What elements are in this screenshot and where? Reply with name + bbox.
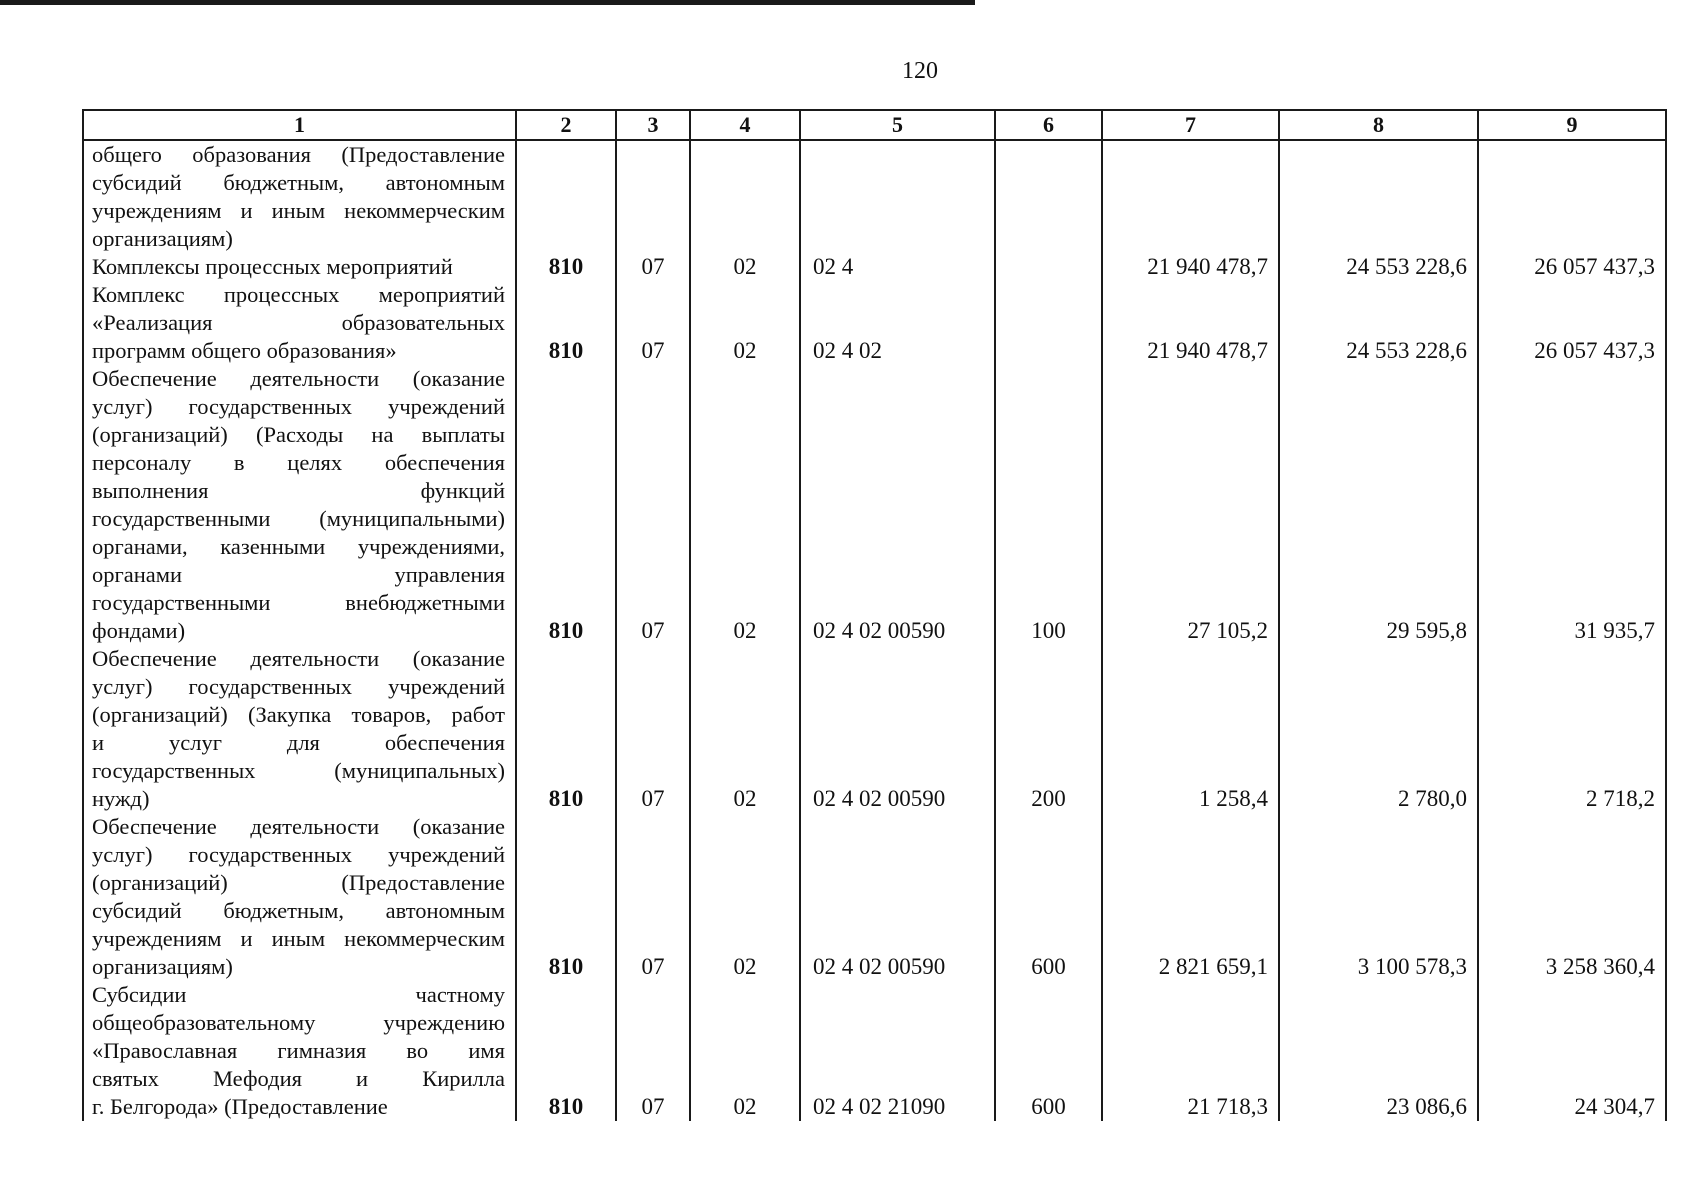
row-name-line: государственных (муниципальных) <box>92 758 505 783</box>
amount-year-1: 21 940 478,7 <box>1102 253 1279 281</box>
row-name-line: «Православная гимназия во имя <box>92 1038 505 1063</box>
section-code <box>616 140 690 253</box>
grbs-code: 810 <box>516 281 616 365</box>
row-name-line: услуг) государственных учреждений <box>92 842 505 867</box>
grbs-code: 810 <box>516 981 616 1121</box>
grbs-code: 810 <box>516 253 616 281</box>
section-code: 07 <box>616 253 690 281</box>
column-header-2: 2 <box>516 110 616 140</box>
row-name-line: организациям) <box>92 226 233 251</box>
amount-year-1: 1 258,4 <box>1102 645 1279 813</box>
row-name-line: организациям) <box>92 954 233 979</box>
subsection-code: 02 <box>690 981 800 1121</box>
amount-year-3: 26 057 437,3 <box>1478 281 1666 365</box>
row-name-line: и услуг для обеспечения <box>92 730 505 755</box>
row-name-line: фондами) <box>92 618 186 643</box>
expense-type-code <box>995 281 1102 365</box>
target-article-code: 02 4 02 21090 <box>800 981 995 1121</box>
amount-year-2: 24 553 228,6 <box>1279 253 1478 281</box>
amount-year-2: 2 780,0 <box>1279 645 1478 813</box>
row-name-line: субсидий бюджетным, автономным <box>92 170 505 195</box>
row-name-line: услуг) государственных учреждений <box>92 674 505 699</box>
row-name-line: нужд) <box>92 786 150 811</box>
row-name-line: общеобразовательному учреждению <box>92 1010 505 1035</box>
row-name-line: общего образования (Предоставление <box>92 142 505 167</box>
row-name-line: Комплексы процессных мероприятий <box>92 254 453 279</box>
amount-year-2 <box>1279 140 1478 253</box>
amount-year-1 <box>1102 140 1279 253</box>
column-header-6: 6 <box>995 110 1102 140</box>
row-name-line: Обеспечение деятельности (оказание <box>92 814 505 839</box>
column-header-8: 8 <box>1279 110 1478 140</box>
amount-year-1: 27 105,2 <box>1102 365 1279 645</box>
expense-type-code: 200 <box>995 645 1102 813</box>
row-name-line: органами управления <box>92 562 505 587</box>
row-name-line: выполнения функций <box>92 478 505 503</box>
amount-year-2: 29 595,8 <box>1279 365 1478 645</box>
target-article-code: 02 4 <box>800 253 995 281</box>
row-name-line: «Реализация образовательных <box>92 310 505 335</box>
row-name <box>83 281 516 365</box>
amount-year-3: 2 718,2 <box>1478 645 1666 813</box>
section-code: 07 <box>616 281 690 365</box>
target-article-code: 02 4 02 00590 <box>800 645 995 813</box>
row-name-line: г. Белгорода» (Предоставление <box>92 1094 388 1119</box>
amount-year-3: 31 935,7 <box>1478 365 1666 645</box>
subsection-code: 02 <box>690 365 800 645</box>
row-name <box>83 981 516 1121</box>
row-name-line: Комплекс процессных мероприятий <box>92 282 505 307</box>
section-code: 07 <box>616 645 690 813</box>
target-article-code: 02 4 02 <box>800 281 995 365</box>
grbs-code <box>516 140 616 253</box>
expense-type-code <box>995 140 1102 253</box>
amount-year-2: 23 086,6 <box>1279 981 1478 1121</box>
subsection-code: 02 <box>690 281 800 365</box>
row-name-line: учреждениям и иным некоммерческим <box>92 198 505 223</box>
amount-year-1: 2 821 659,1 <box>1102 813 1279 981</box>
row-name-line: Обеспечение деятельности (оказание <box>92 366 505 391</box>
amount-year-3: 26 057 437,3 <box>1478 253 1666 281</box>
column-header-4: 4 <box>690 110 800 140</box>
column-header-3: 3 <box>616 110 690 140</box>
amount-year-3 <box>1478 140 1666 253</box>
table-body <box>83 140 1666 1121</box>
expense-type-code <box>995 253 1102 281</box>
row-name-line: государственными внебюджетными <box>92 590 505 615</box>
row-name-line: услуг) государственных учреждений <box>92 394 505 419</box>
subsection-code <box>690 140 800 253</box>
row-name-line: учреждениям и иным некоммерческим <box>92 926 505 951</box>
grbs-code: 810 <box>516 813 616 981</box>
amount-year-2: 24 553 228,6 <box>1279 281 1478 365</box>
target-article-code <box>800 140 995 253</box>
row-name <box>83 645 516 813</box>
table-row <box>83 140 1666 253</box>
amount-year-3: 3 258 360,4 <box>1478 813 1666 981</box>
subsection-code: 02 <box>690 813 800 981</box>
table-row <box>83 645 1666 813</box>
subsection-code: 02 <box>690 645 800 813</box>
row-name <box>83 140 516 253</box>
row-name-line: государственными (муниципальными) <box>92 506 505 531</box>
row-name-line: (организаций) (Расходы на выплаты <box>92 422 505 447</box>
section-code: 07 <box>616 981 690 1121</box>
amount-year-1: 21 940 478,7 <box>1102 281 1279 365</box>
budget-table <box>82 109 1667 1121</box>
subsection-code: 02 <box>690 253 800 281</box>
row-name <box>83 813 516 981</box>
row-name-line: (организаций) (Предоставление <box>92 870 505 895</box>
page-number: 120 <box>902 58 938 84</box>
row-name-line: Обеспечение деятельности (оказание <box>92 646 505 671</box>
table-row <box>83 253 1666 281</box>
section-code: 07 <box>616 365 690 645</box>
row-name-line: святых Мефодия и Кирилла <box>92 1066 505 1091</box>
table-header-row <box>83 110 1666 140</box>
target-article-code: 02 4 02 00590 <box>800 813 995 981</box>
target-article-code: 02 4 02 00590 <box>800 365 995 645</box>
column-header-1: 1 <box>83 110 516 140</box>
column-header-5: 5 <box>800 110 995 140</box>
row-name-line: Субсидии частному <box>92 982 505 1007</box>
table-row <box>83 813 1666 981</box>
grbs-code: 810 <box>516 645 616 813</box>
column-header-7: 7 <box>1102 110 1279 140</box>
row-name <box>83 365 516 645</box>
row-name-line: персоналу в целях обеспечения <box>92 450 505 475</box>
table-row <box>83 365 1666 645</box>
row-name-line: органами, казенными учреждениями, <box>92 534 505 559</box>
expense-type-code: 100 <box>995 365 1102 645</box>
amount-year-2: 3 100 578,3 <box>1279 813 1478 981</box>
amount-year-1: 21 718,3 <box>1102 981 1279 1121</box>
expense-type-code: 600 <box>995 813 1102 981</box>
row-name <box>83 253 516 281</box>
row-name-line: программ общего образования» <box>92 338 397 363</box>
column-header-9: 9 <box>1478 110 1666 140</box>
table-row <box>83 281 1666 365</box>
table-row <box>83 981 1666 1121</box>
expense-type-code: 600 <box>995 981 1102 1121</box>
grbs-code: 810 <box>516 365 616 645</box>
row-name-line: субсидий бюджетным, автономным <box>92 898 505 923</box>
amount-year-3: 24 304,7 <box>1478 981 1666 1121</box>
scan-edge-line <box>0 0 975 5</box>
row-name-line: (организаций) (Закупка товаров, работ <box>92 702 505 727</box>
section-code: 07 <box>616 813 690 981</box>
